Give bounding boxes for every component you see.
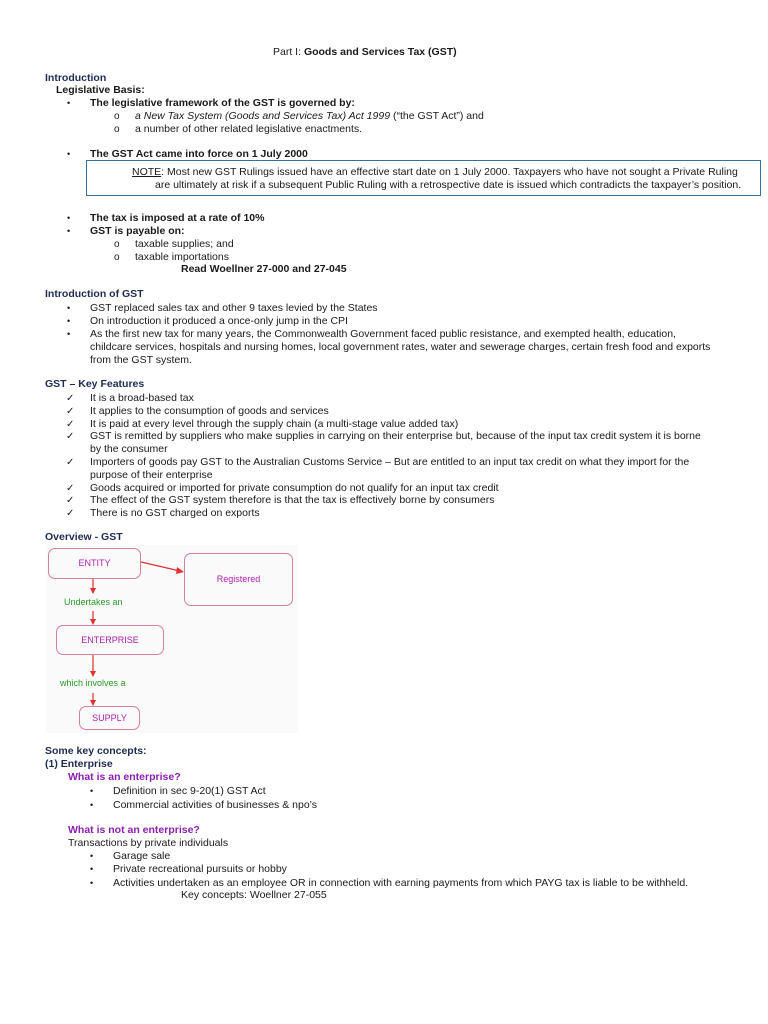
read-reference: Read Woellner 27-000 and 27-045	[181, 263, 347, 275]
intro-gst-item: On introduction it produced a once-only jump in the CPI	[90, 315, 348, 327]
key-feature-item: It is paid at every level through the supply chain (a multi-stage value added tax)	[90, 417, 459, 430]
arrow-entity-registered	[141, 562, 180, 571]
undertakes-label: Undertakes an	[64, 597, 123, 607]
key-feature-item: It applies to the consumption of goods and services	[90, 404, 329, 417]
key-feature-item: It is a broad-based tax	[90, 392, 194, 404]
bullet-icon: •	[90, 864, 94, 874]
arrowhead-icon	[90, 588, 96, 594]
bullet-icon: •	[67, 226, 71, 236]
check-icon: ✓	[66, 393, 75, 404]
check-icon: ✓	[66, 495, 75, 507]
rate-text: The tax is imposed at a rate of 10%	[90, 212, 265, 224]
what-not-enterprise-heading: What is not an enterprise?	[68, 824, 200, 836]
check-icon: ✓	[66, 418, 75, 430]
not-enterprise-item: Private recreational pursuits or hobby	[113, 863, 287, 875]
overview-heading: Overview - GST	[45, 531, 123, 543]
key-feature-item: There is no GST charged on exports	[90, 507, 260, 520]
sub-bullet-icon: o	[114, 239, 120, 250]
enterprise-box: ENTERPRISE	[56, 625, 164, 655]
what-is-item: Definition in sec 9-20(1) GST Act	[113, 785, 266, 797]
registered-box: Registered	[184, 553, 293, 606]
involves-label: which involves a	[60, 678, 126, 688]
key-concepts-reference: Key concepts: Woellner 27-055	[181, 889, 327, 901]
page-title	[273, 46, 457, 59]
payable-on-text: GST is payable on:	[90, 225, 185, 237]
bullet-icon: •	[90, 800, 94, 810]
bullet-icon: •	[67, 213, 71, 223]
key-feature-item: purpose of their enterprise	[90, 468, 213, 481]
title-bold: Goods and Services Tax (GST)	[303, 46, 457, 58]
legislative-basis-heading: Legislative Basis:	[56, 84, 145, 96]
arrowhead-icon	[90, 671, 96, 677]
key-feature-item: by the consumer	[90, 443, 168, 456]
gst-act-suffix: (“the GST Act”) and	[390, 110, 484, 122]
bullet-icon: •	[90, 851, 94, 861]
payable-item: taxable supplies; and	[135, 238, 234, 250]
introduction-heading: Introduction	[45, 72, 107, 84]
intro-gst-item-cont: from the GST system.	[90, 354, 192, 366]
bullet-icon: •	[67, 329, 71, 339]
arrowhead-icon	[176, 567, 184, 574]
key-feature-item: The effect of the GST system therefore is that the tax is effectively borne by consumers	[90, 494, 495, 507]
not-enterprise-item: Activities undertaken as an employee OR in connection with earning payments from which PAYG tax is liable to be withheld.	[113, 877, 689, 889]
bullet-icon: •	[90, 786, 94, 796]
overview-diagram	[46, 545, 298, 733]
check-icon: ✓	[66, 508, 75, 520]
intro-gst-item-cont: childcare services, hospitals and nursing homes, local government rates, water and sewerage charges, certain fresh food and exports	[90, 341, 711, 353]
intro-gst-heading: Introduction of GST	[45, 288, 144, 300]
key-feature-item: GST is remitted by suppliers who make supplies in carrying on their enterprise but, because of the input tax credit system it is borne	[90, 430, 701, 443]
note-line-1	[132, 166, 738, 179]
what-is-item: Commercial activities of businesses & npo’s	[113, 799, 318, 811]
sub-bullet-icon: o	[114, 124, 120, 135]
sub-bullet-icon: o	[114, 111, 120, 122]
check-icon: ✓	[66, 405, 75, 417]
key-feature-item: Goods acquired or imported for private consumption do not qualify for an input tax credit	[90, 481, 499, 494]
check-icon: ✓	[66, 431, 75, 443]
supply-box: SUPPLY	[79, 706, 140, 730]
framework-text: The legislative framework of the GST is governed by:	[90, 97, 355, 109]
key-features-heading: GST – Key Features	[45, 378, 145, 390]
check-icon: ✓	[66, 482, 75, 494]
concepts-heading: Some key concepts:	[45, 745, 147, 757]
gst-act-text	[135, 110, 484, 123]
other-acts-text: a number of other related legislative enactments.	[135, 123, 363, 135]
intro-gst-item: As the first new tax for many years, the Commonwealth Government faced public resistance, and exempted health, education,	[90, 328, 676, 340]
title-prefix: Part I:	[273, 46, 304, 58]
not-enterprise-item: Garage sale	[113, 850, 171, 862]
bullet-icon: •	[67, 316, 71, 326]
check-icon: ✓	[66, 457, 75, 468]
bullet-icon: •	[67, 98, 71, 108]
enterprise-subheading: (1) Enterprise	[45, 758, 113, 770]
sub-bullet-icon: o	[114, 252, 120, 263]
note-text-1: : Most new GST Rulings issued have an effective start date on 1 July 2000. Taxpayers who have not sought a Private Ruling	[161, 166, 738, 178]
bullet-icon: •	[67, 149, 71, 159]
note-line-2: are ultimately at risk if a subsequent Public Ruling with a retrospective date is issued which contradicts the taxpayer’s position.	[155, 179, 742, 191]
bullet-icon: •	[90, 878, 94, 888]
transactions-text: Transactions by private individuals	[68, 837, 229, 849]
what-is-enterprise-heading: What is an enterprise?	[68, 771, 181, 783]
gst-act-title: a New Tax System (Goods and Services Tax) Act 1999	[135, 110, 391, 122]
note-label: NOTE	[132, 166, 162, 178]
came-into-force-text: The GST Act came into force on 1 July 2000	[90, 148, 308, 160]
entity-box: ENTITY	[48, 548, 141, 579]
intro-gst-item: GST replaced sales tax and other 9 taxes levied by the States	[90, 302, 378, 314]
payable-item: taxable importations	[135, 251, 229, 263]
key-feature-item: Importers of goods pay GST to the Australian Customs Service – But are entitled to an input tax credit on what they import for the	[90, 456, 690, 468]
bullet-icon: •	[67, 303, 71, 313]
